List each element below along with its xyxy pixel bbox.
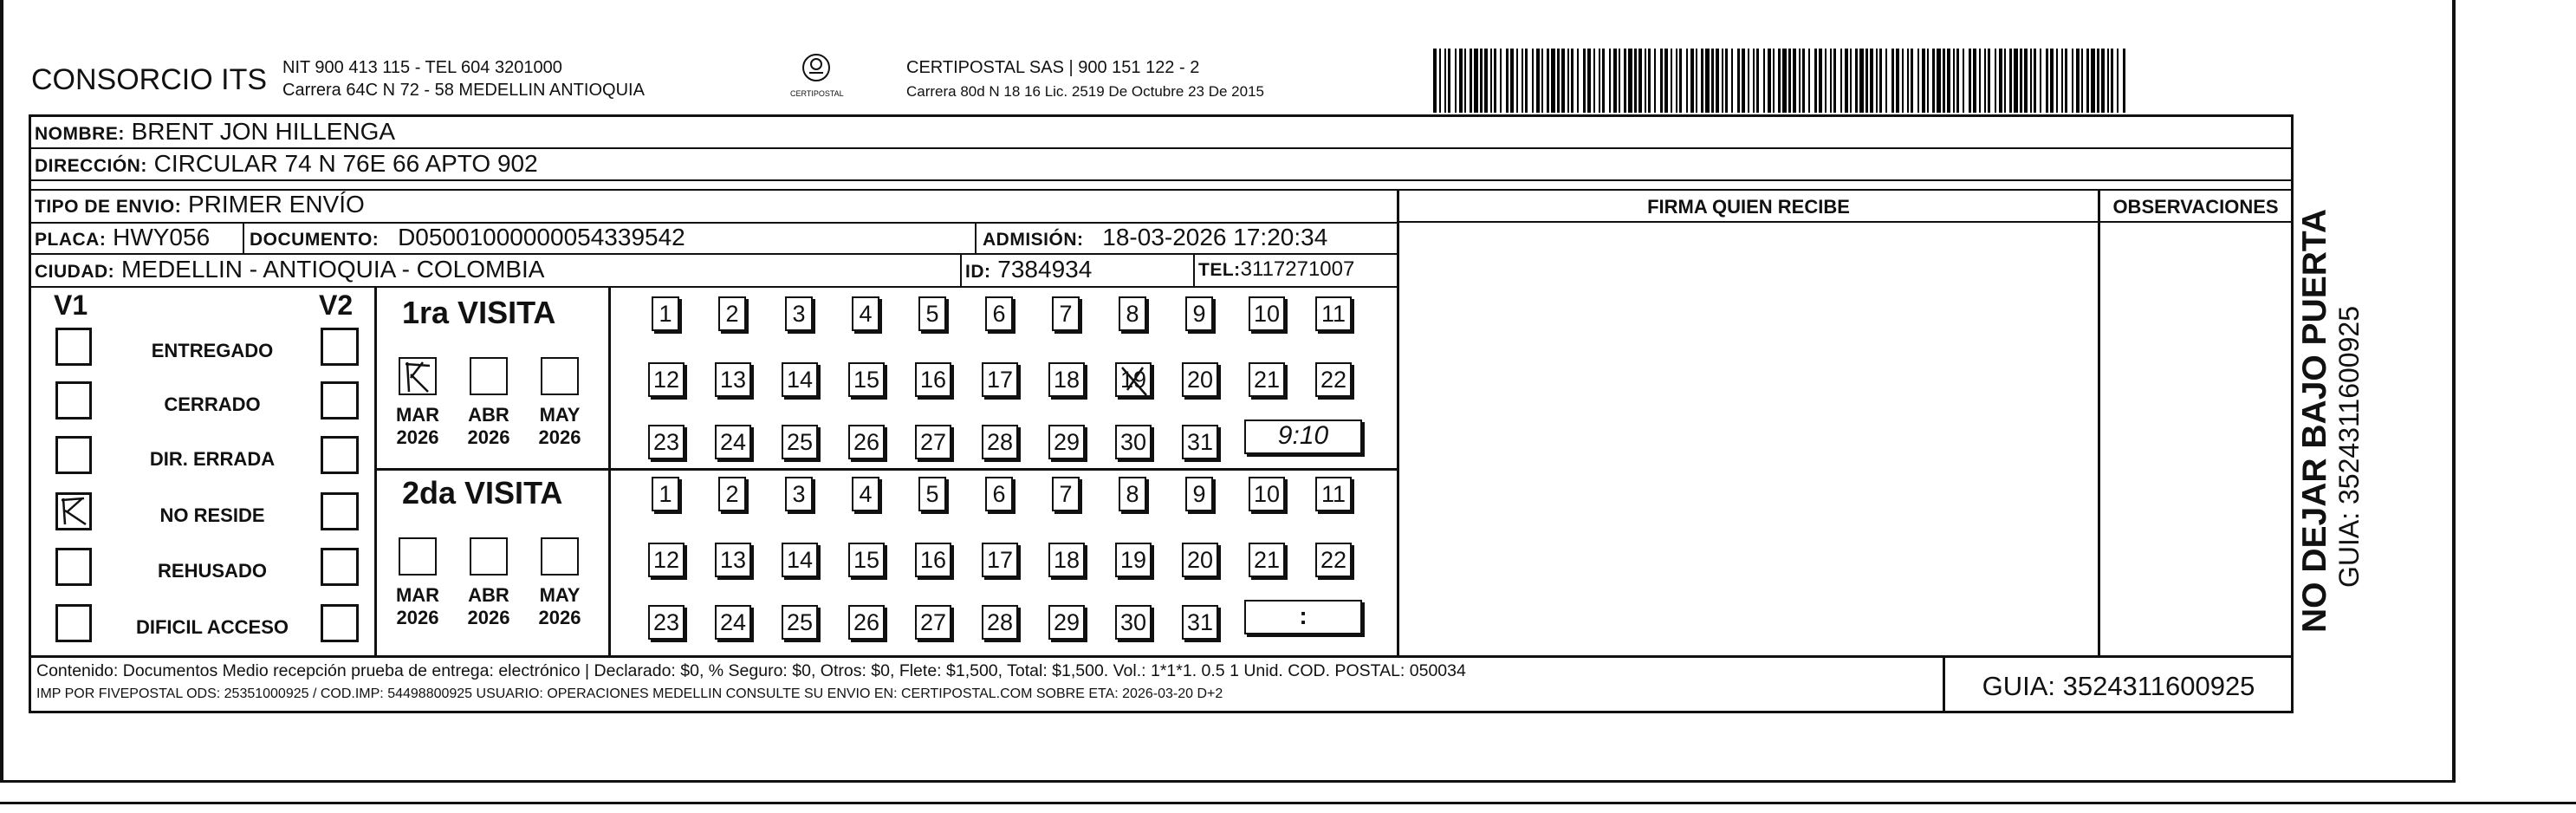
footer-imp: IMP POR FIVEPOSTAL ODS: 25351000925 / COD.IMP: 54498800925 USUARIO: OPERACIONES MEDELLIN CONSULTE SU ENVIO EN: CERTIPOSTAL.COM SOBRE ETA: 2026-03-20 D+2 (36, 686, 1223, 701)
day-box[interactable]: 28 (982, 425, 1018, 459)
day-box[interactable]: 20 (1182, 543, 1218, 577)
page-frame-right (2452, 0, 2456, 780)
sender-name: CONSORCIO ITS (31, 63, 268, 96)
day-box[interactable]: 6 (985, 477, 1013, 511)
month-name: ABR (468, 404, 509, 426)
month-checkbox[interactable] (470, 537, 508, 576)
row-sep-5 (29, 253, 1398, 255)
day-box[interactable]: 27 (915, 425, 951, 459)
day-box[interactable]: 3 (785, 477, 813, 511)
row-nombre (35, 118, 395, 146)
cell-divider-id (960, 254, 962, 286)
second-visit-title: 2da VISITA (402, 475, 563, 511)
month-checkbox[interactable] (470, 357, 508, 395)
day-box[interactable]: 14 (782, 543, 818, 577)
row-tel (1198, 257, 1354, 282)
month-name: MAY (539, 584, 581, 606)
month-name: MAR (395, 404, 440, 426)
day-box[interactable]: 2 (718, 296, 746, 331)
footer-contenido: Contenido: Documentos Medio recepción prueba de entrega: electrónico | Declarado: $0, % Seguro: $0, Otros: $0, Flete: $1,500, Total: $1,500. Vol.: 1*1*1. 0.5 1 Unid. COD. POSTAL: 050034 (36, 661, 1466, 680)
day-box[interactable]: 4 (852, 477, 879, 511)
first-visit-time[interactable]: 9:10 (1244, 420, 1362, 454)
month-year: 2026 (396, 607, 439, 628)
first-visit-title: 1ra VISITA (402, 295, 556, 330)
id-label: ID: (965, 262, 991, 282)
cell-divider-placa (243, 223, 244, 253)
day-box[interactable]: 24 (715, 605, 751, 640)
month-checkbox[interactable] (541, 537, 579, 576)
status-label: ENTREGADO (151, 340, 274, 361)
tipo-value: PRIMER ENVÍO (187, 191, 365, 218)
carrier-name: CERTIPOSTAL SAS | 900 151 122 - 2 (906, 58, 1200, 77)
row-sep-4b (1397, 221, 2291, 223)
page-frame-left (0, 0, 3, 780)
status-label: NO RESIDE (159, 504, 265, 526)
month-year: 2026 (538, 426, 581, 448)
row-id (965, 256, 1092, 283)
day-box[interactable]: 23 (648, 605, 685, 640)
form-top-border (29, 114, 2294, 117)
side-warning: NO DEJAR BAJO PUERTA (2296, 208, 2333, 633)
col-divider-guia (1943, 657, 1945, 712)
nombre-label: NOMBRE: (35, 124, 125, 144)
day-box[interactable]: 18 (1048, 543, 1085, 577)
day-box[interactable]: 4 (852, 296, 879, 331)
day-box[interactable]: 15 (848, 543, 885, 577)
check-mark-icon (58, 495, 89, 528)
v1-header: V1 (54, 289, 88, 321)
day-box[interactable]: 11 (1315, 477, 1352, 511)
month-label (463, 584, 515, 629)
day-box[interactable]: 1 (652, 477, 679, 511)
day-box[interactable]: 9 (1185, 296, 1213, 331)
status-label: DIFICIL ACCESO (135, 616, 289, 638)
day-box[interactable]: 23 (648, 425, 685, 459)
day-box[interactable]: 3 (785, 296, 813, 331)
carrier-seal-icon (799, 50, 834, 85)
month-label (392, 404, 444, 449)
sender-address: Carrera 64C N 72 - 58 MEDELLIN ANTIOQUIA (282, 81, 645, 100)
day-box[interactable]: 10 (1249, 296, 1285, 331)
month-name: MAR (395, 584, 440, 606)
row-sep-1 (29, 147, 2294, 149)
day-box[interactable]: 25 (782, 425, 818, 459)
day-box[interactable]: 27 (915, 605, 951, 640)
day-box[interactable]: 9 (1185, 477, 1213, 511)
direccion-label: DIRECCIÓN: (35, 156, 147, 176)
day-box[interactable]: 12 (648, 362, 685, 397)
month-checkbox[interactable] (399, 537, 437, 576)
day-box[interactable]: 16 (915, 543, 951, 577)
month-label (463, 404, 515, 449)
placa-value: HWY056 (113, 224, 211, 250)
form-left-border (29, 114, 31, 695)
col-divider-firma (1397, 189, 1399, 657)
month-name: MAY (539, 404, 581, 426)
check-mark-icon (1117, 364, 1153, 399)
month-year: 2026 (467, 426, 510, 448)
admision-value: 18-03-2026 17:20:34 (1102, 224, 1328, 250)
day-box[interactable]: 28 (982, 605, 1018, 640)
day-box[interactable]: 5 (918, 477, 946, 511)
day-box[interactable]: 25 (782, 605, 818, 640)
day-box[interactable]: 8 (1119, 296, 1146, 331)
day-box[interactable]: 18 (1048, 362, 1085, 397)
day-box[interactable]: 10 (1249, 477, 1285, 511)
day-box[interactable]: 29 (1048, 605, 1085, 640)
day-box[interactable]: 19 (1115, 543, 1152, 577)
footer-left-border (29, 655, 31, 712)
month-label (534, 404, 586, 449)
day-box[interactable]: 17 (982, 362, 1018, 397)
day-box[interactable]: 26 (848, 605, 885, 640)
col-divider-obs (2098, 189, 2100, 657)
day-box[interactable]: 13 (715, 362, 751, 397)
direccion-value: CIRCULAR 74 N 76E 66 APTO 902 (153, 150, 538, 177)
v1-checkbox[interactable] (55, 548, 92, 586)
day-box[interactable]: 19 (1115, 362, 1152, 397)
form-bottom-border (29, 711, 2294, 713)
second-visit-time[interactable]: : (1244, 600, 1362, 634)
month-checkbox[interactable] (541, 357, 579, 395)
documento-label: DOCUMENTO: (250, 230, 380, 250)
v2-checkbox[interactable] (321, 492, 359, 530)
day-box[interactable]: 21 (1249, 362, 1285, 397)
day-box[interactable]: 24 (715, 425, 751, 459)
row-ciudad (35, 256, 544, 283)
row-sep-6 (29, 286, 1398, 288)
id-value: 7384934 (997, 256, 1093, 283)
observaciones-header: OBSERVACIONES (2112, 196, 2279, 218)
row-sep-2 (29, 179, 2294, 181)
day-box[interactable]: 29 (1048, 425, 1085, 459)
nombre-value: BRENT JON HILLENGA (131, 118, 396, 145)
day-box[interactable]: 6 (985, 296, 1013, 331)
tipo-label: TIPO DE ENVIO: (35, 197, 182, 217)
carrier-license: Carrera 80d N 18 16 Lic. 2519 De Octubre 23 De 2015 (906, 83, 1264, 100)
day-box[interactable]: 22 (1315, 362, 1352, 397)
firma-header: FIRMA QUIEN RECIBE (1647, 196, 1850, 218)
month-year: 2026 (538, 607, 581, 628)
status-divider (374, 286, 377, 655)
v1-checkbox[interactable] (55, 604, 92, 642)
form-right-border (2291, 114, 2294, 712)
sender-nit: NIT 900 413 115 - TEL 604 3201000 (282, 58, 562, 77)
side-text (2297, 209, 2365, 633)
day-box[interactable]: 31 (1182, 605, 1218, 640)
v2-checkbox[interactable] (321, 436, 359, 474)
day-box[interactable]: 7 (1052, 477, 1080, 511)
day-box[interactable]: 8 (1119, 477, 1146, 511)
placa-label: PLACA: (35, 230, 107, 250)
day-box[interactable]: 1 (652, 296, 679, 331)
visits-mid-divider (375, 468, 1398, 471)
form-footer-border (29, 655, 2294, 658)
month-year: 2026 (396, 426, 439, 448)
row-placa (35, 224, 210, 251)
admision-label: ADMISIÓN: (983, 230, 1084, 250)
v2-checkbox[interactable] (321, 381, 359, 420)
day-box[interactable]: 13 (715, 543, 751, 577)
day-box[interactable]: 26 (848, 425, 885, 459)
cell-divider-admision (975, 223, 977, 253)
day-box[interactable]: 11 (1315, 296, 1352, 331)
day-box[interactable]: 15 (848, 362, 885, 397)
day-box[interactable]: 2 (718, 477, 746, 511)
row-tipo (35, 191, 365, 218)
month-label (534, 584, 586, 629)
v1-checkbox[interactable] (55, 328, 92, 366)
v1-checkbox[interactable] (55, 492, 92, 530)
day-box[interactable]: 30 (1115, 425, 1152, 459)
v2-checkbox[interactable] (321, 548, 359, 586)
v2-checkbox[interactable] (321, 328, 359, 366)
v2-checkbox[interactable] (321, 604, 359, 642)
ciudad-value: MEDELLIN - ANTIOQUIA - COLOMBIA (120, 256, 545, 283)
v2-header: V2 (319, 289, 354, 321)
day-box[interactable]: 31 (1182, 425, 1218, 459)
visits-divider (608, 286, 611, 655)
month-name: ABR (468, 584, 509, 606)
day-box[interactable]: 7 (1052, 296, 1080, 331)
row-sep-3 (29, 189, 2294, 191)
side-guia: GUIA: 3524311600925 (2333, 306, 2365, 588)
carrier-logo-text: CERTIPOSTAL (790, 89, 844, 98)
v1-checkbox[interactable] (55, 381, 92, 420)
month-label (392, 584, 444, 629)
tel-value: 3117271007 (1240, 257, 1355, 281)
day-box[interactable]: 21 (1249, 543, 1285, 577)
v1-checkbox[interactable] (55, 436, 92, 474)
status-label: DIR. ERRADA (149, 448, 276, 470)
tracking-barcode (1433, 49, 2126, 113)
row-admision (983, 224, 1327, 251)
day-box[interactable]: 17 (982, 543, 1018, 577)
day-box[interactable]: 14 (782, 362, 818, 397)
day-box[interactable]: 20 (1182, 362, 1218, 397)
day-box[interactable]: 12 (648, 543, 685, 577)
page-bottom-rule (0, 802, 2576, 804)
check-mark-icon (400, 359, 435, 393)
footer-guia: GUIA: 3524311600925 (1982, 671, 2255, 701)
day-box[interactable]: 16 (915, 362, 951, 397)
day-box[interactable]: 5 (918, 296, 946, 331)
carrier-logo (790, 50, 842, 98)
row-direccion (35, 150, 538, 178)
row-documento (250, 224, 685, 251)
ciudad-label: CIUDAD: (35, 262, 115, 282)
status-label: CERRADO (164, 393, 261, 415)
cell-divider-tel (1193, 254, 1195, 286)
day-box[interactable]: 22 (1315, 543, 1352, 577)
day-box[interactable]: 30 (1115, 605, 1152, 640)
tel-label: TEL: (1198, 260, 1241, 280)
month-checkbox[interactable] (399, 357, 437, 395)
documento-value: D05001000000054339542 (398, 224, 685, 250)
status-label: REHUSADO (158, 560, 267, 582)
month-year: 2026 (467, 607, 510, 628)
page-frame-bottom (0, 780, 2456, 783)
